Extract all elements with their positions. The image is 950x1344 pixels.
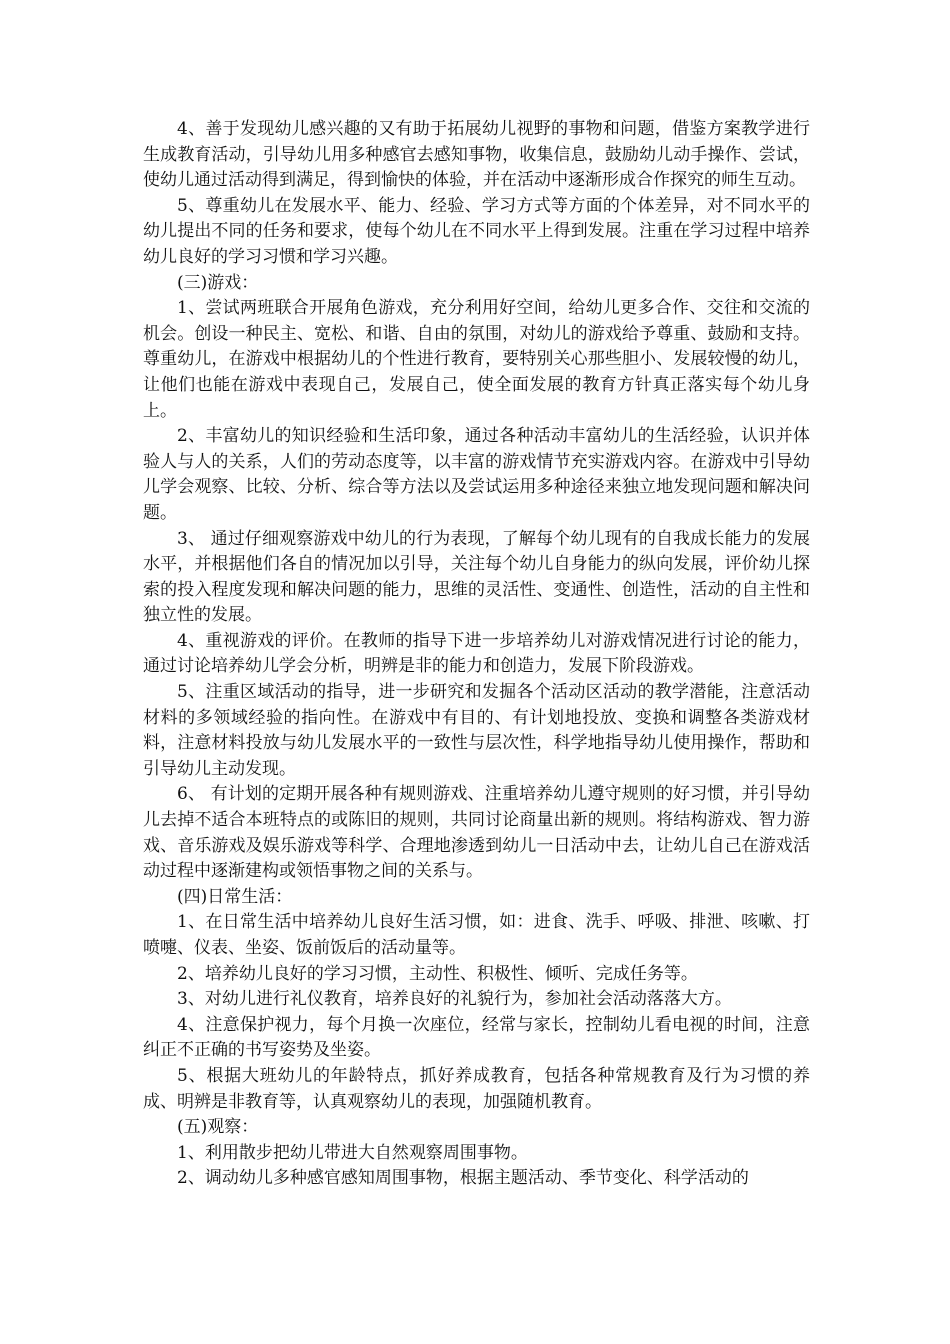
games-item-4: 4、重视游戏的评价。在教师的指导下进一步培养幼儿对游戏情况进行讨论的能力，通过讨论培养幼儿学会分析，明辨是非的能力和创造力，发展下阶段游戏。: [143, 630, 810, 677]
paragraph-item-5-individual-differences: 5、尊重幼儿在发展水平、能力、经验、学习方式等方面的个体差异，对不同水平的幼儿提出不同的任务和要求，使每个幼儿在不同水平上得到发展。注重在学习过程中培养幼儿良好的学习习惯和学习兴趣。: [143, 195, 810, 267]
paragraph-item-4-inquiry: 4、善于发现幼儿感兴趣的又有助于拓展幼儿视野的事物和问题，借鉴方案教学进行生成教育活动，引导幼儿用多种感官去感知事物，收集信息，鼓励幼儿动手操作、尝试，使幼儿通过活动得到满足，得到愉快的体验，并在活动中逐渐形成合作探究的师生互动。: [143, 119, 810, 191]
daily-life-item-1: 1、在日常生活中培养幼儿良好生活习惯，如：进食、洗手、呼吸、排泄、咳嗽、打喷嚏、仪表、坐姿、饭前饭后的活动量等。: [143, 912, 810, 958]
daily-life-item-5: 5、根据大班幼儿的年龄特点，抓好养成教育，包括各种常规教育及行为习惯的养成、明辨是非教育等，认真观察幼儿的表现，加强随机教育。: [143, 1065, 810, 1112]
section-heading-daily-life: (四)日常生活：: [177, 886, 293, 907]
games-item-1: 1、尝试两班联合开展角色游戏，充分利用好空间，给幼儿更多合作、交往和交流的机会。创设一种民主、宽松、和谐、自由的氛围，对幼儿的游戏给予尊重、鼓励和支持。尊重幼儿，在游戏中根据幼儿的个性进行教育，要特别关心那些胆小、发展较慢的幼儿，让他们也能在游戏中表现自己，发展自己，使全面发展的教育方针真正落实每个幼儿身上。: [143, 298, 810, 421]
games-item-5: 5、注重区域活动的指导，进一步研究和发掘各个活动区活动的教学潜能，注意活动材料的多领域经验的指向性。在游戏中有目的、有计划地投放、变换和调整各类游戏材料，注意材料投放与幼儿发展水平的一致性与层次性，科学地指导幼儿使用操作，帮助和引导幼儿主动发现。: [143, 682, 810, 779]
observation-item-2: 2、调动幼儿多种感官感知周围事物，根据主题活动、季节变化、科学活动的: [177, 1168, 749, 1189]
games-item-3: 3、 通过仔细观察游戏中幼儿的行为表现，了解每个幼儿现有的自我成长能力的发展水平，并根据他们各自的情况加以引导，关注每个幼儿自身能力的纵向发展，评价幼儿探索的投入程度发现和解决问题的能力，思维的灵活性、变通性、创造性，活动的自主性和独立性的发展。: [143, 528, 810, 626]
daily-life-item-2: 2、培养幼儿良好的学习习惯，主动性、积极性、倾听、完成任务等。: [177, 963, 698, 984]
daily-life-item-4: 4、注意保护视力，每个月换一次座位，经常与家长，控制幼儿看电视的时间，注意纠正不正确的书写姿势及坐姿。: [143, 1014, 810, 1061]
games-item-6: 6、 有计划的定期开展各种有规则游戏、注重培养幼儿遵守规则的好习惯，并引导幼儿去掉不适合本班特点的或陈旧的规则，共同讨论商量出新的规则。将结构游戏、智力游戏、音乐游戏及娱乐游戏等科学、合理地渗透到幼儿一日活动中去，让幼儿自己在游戏活动过程中逐渐建构或领悟事物之间的关系与。: [143, 784, 810, 882]
observation-item-1: 1、利用散步把幼儿带进大自然观察周围事物。: [177, 1142, 528, 1163]
daily-life-item-3: 3、对幼儿进行礼仪教育，培养良好的礼貌行为，参加社会活动落落大方。: [177, 989, 732, 1010]
games-item-2: 2、丰富幼儿的知识经验和生活印象，通过各种活动丰富幼儿的生活经验，认识并体验人与人的关系，人们的劳动态度等，以丰富的游戏情节充实游戏内容。在游戏中引导幼儿学会观察、比较、分析、综合等方法以及尝试运用多种途径来独立地发现问题和解决问题。: [143, 426, 810, 523]
section-heading-games: (三)游戏：: [177, 272, 259, 293]
document-page: [143, 117, 810, 1192]
section-heading-observation: (五)观察：: [177, 1117, 259, 1138]
